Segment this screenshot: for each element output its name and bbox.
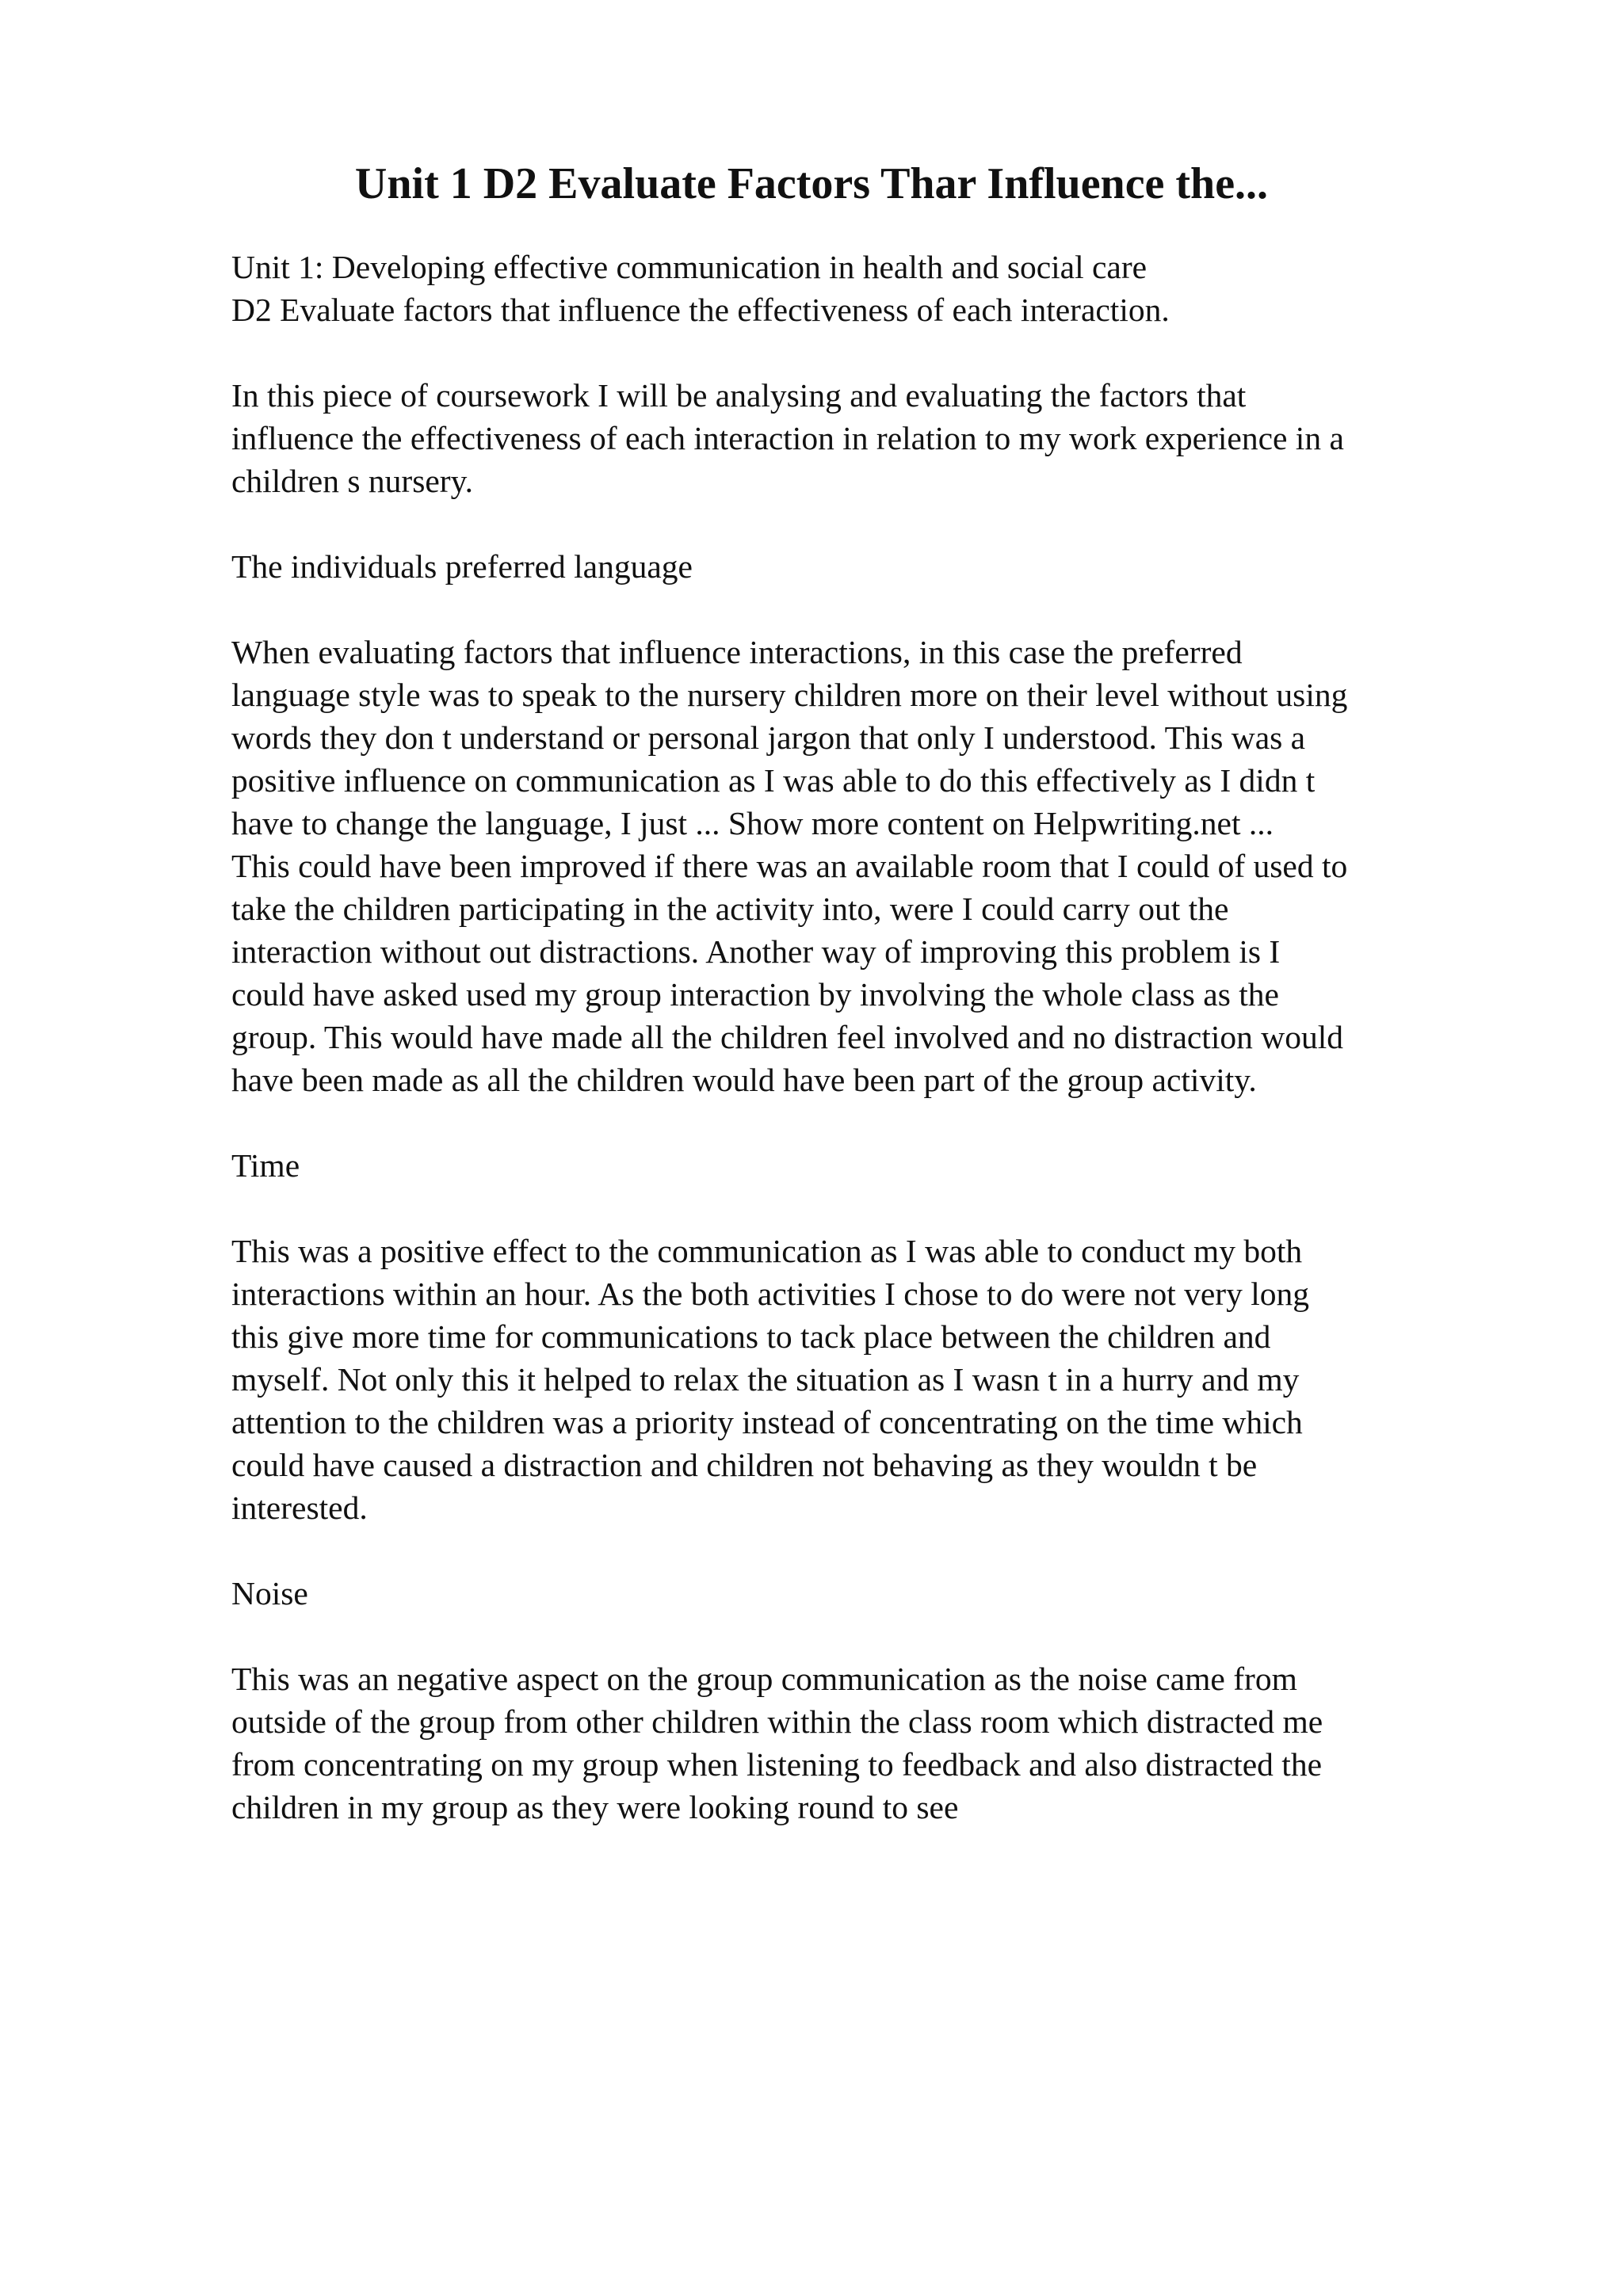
document-title: Unit 1 D2 Evaluate Factors Thar Influence the... <box>354 159 1269 208</box>
text-line: language style was to speak to the nursery children more on their level without using <box>231 677 1348 713</box>
text-line: interaction without out distractions. Another way of improving this problem is I <box>231 933 1281 970</box>
text-line: words they don t understand or personal jargon that only I understood. This was a <box>231 719 1306 756</box>
text-line: Unit 1: Developing effective communication in health and social care <box>231 249 1148 285</box>
text-line: this give more time for communications to tack place between the children and <box>231 1318 1271 1355</box>
text-line: could have caused a distraction and children not behaving as they wouldn t be <box>231 1447 1258 1483</box>
paragraph <box>231 246 1515 331</box>
text-line: This was a positive effect to the communication as I was able to conduct my both <box>231 1233 1303 1269</box>
paragraph <box>231 545 1515 588</box>
text-line: positive influence on communication as I was able to do this effectively as I didn t <box>231 762 1316 799</box>
text-line: take the children participating in the activity into, were I could carry out the <box>231 891 1229 927</box>
text-line: children in my group as they were looking round to see <box>231 1789 959 1825</box>
text-line: Noise <box>231 1575 308 1611</box>
text-line: This was an negative aspect on the group communication as the noise came from <box>231 1661 1297 1697</box>
paragraph <box>231 1572 1515 1615</box>
text-line: group. This would have made all the children feel involved and no distraction would <box>231 1019 1343 1055</box>
text-line: This could have been improved if there was an available room that I could of used to <box>231 848 1348 884</box>
text-line: interested. <box>231 1489 368 1526</box>
text-line: The individuals preferred language <box>231 548 693 585</box>
paragraph <box>231 1657 1515 1829</box>
text-line: could have asked used my group interaction by involving the whole class as the <box>231 976 1279 1013</box>
text-line: In this piece of coursework I will be analysing and evaluating the factors that <box>231 377 1247 414</box>
text-line: influence the effectiveness of each interaction in relation to my work experience in a <box>231 420 1344 456</box>
document-body <box>231 246 1515 1871</box>
paragraph <box>231 1144 1515 1187</box>
paragraph <box>231 1230 1515 1529</box>
text-line: myself. Not only this it helped to relax the situation as I wasn t in a hurry and my <box>231 1361 1300 1398</box>
text-line: When evaluating factors that influence interactions, in this case the preferred <box>231 634 1243 670</box>
text-line: have been made as all the children would have been part of the group activity. <box>231 1062 1257 1098</box>
text-line: Time <box>231 1147 300 1184</box>
text-line: children s nursery. <box>231 463 474 499</box>
text-line: outside of the group from other children within the class room which distracted me <box>231 1703 1323 1740</box>
text-line: from concentrating on my group when listening to feedback and also distracted the <box>231 1746 1323 1783</box>
paragraph <box>231 374 1515 502</box>
text-line: have to change the language, I just ... Show more content on Helpwriting.net ... <box>231 805 1274 841</box>
paragraph <box>231 631 1515 1101</box>
text-line: D2 Evaluate factors that influence the effectiveness of each interaction. <box>231 292 1170 328</box>
text-line: attention to the children was a priority instead of concentrating on the time which <box>231 1404 1303 1440</box>
text-line: interactions within an hour. As the both activities I chose to do were not very long <box>231 1276 1309 1312</box>
